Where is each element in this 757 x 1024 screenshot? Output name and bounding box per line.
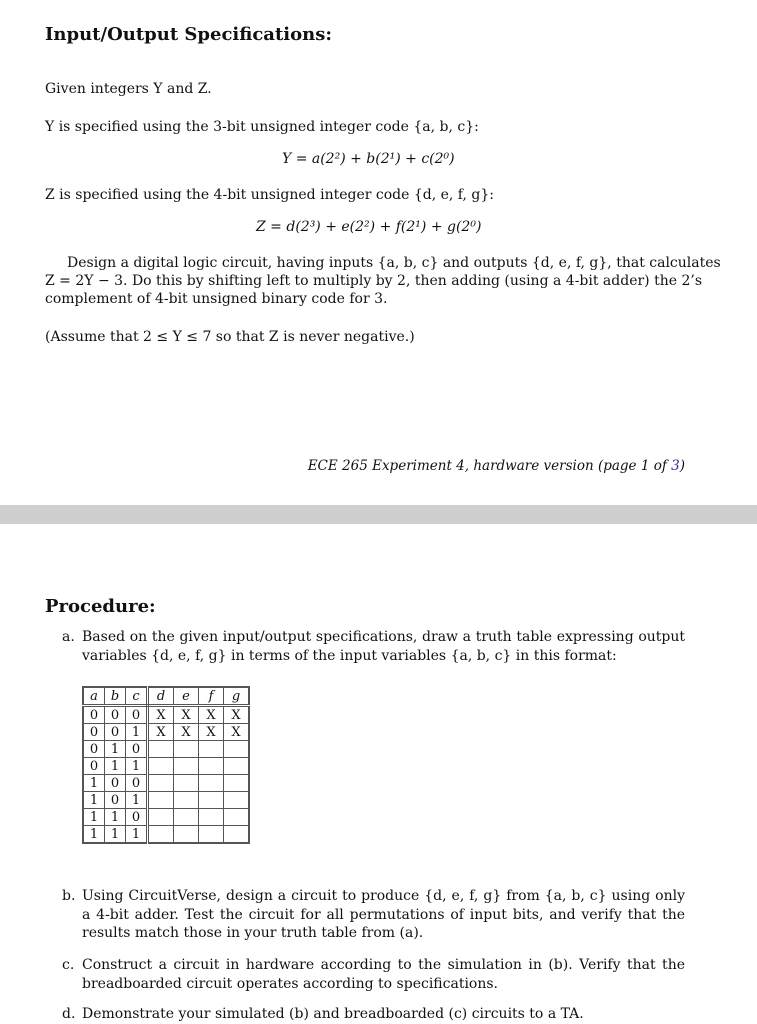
table-cell: 1 xyxy=(126,792,148,809)
table-cell xyxy=(148,775,174,792)
page-2 xyxy=(0,524,757,1024)
table-cell xyxy=(199,741,224,758)
table-cell xyxy=(199,758,224,775)
footer-text: ECE 265 Experiment 4, hardware version (page 1 of xyxy=(307,458,672,474)
table-row xyxy=(83,706,249,724)
y-equation: Y = a(2²) + b(2¹) + c(2⁰) xyxy=(282,151,455,167)
table-cell: 1 xyxy=(126,826,148,844)
page-separator xyxy=(0,505,757,524)
table-cell xyxy=(224,758,250,775)
table-cell: 0 xyxy=(105,706,126,724)
table-cell: X xyxy=(174,706,199,724)
table-cell: 0 xyxy=(126,809,148,826)
step-c-text: Construct a circuit in hardware according to the simulation in (b). Verify that the breadboarded circuit operates according to specifications. xyxy=(82,957,685,992)
table-header-cell: c xyxy=(126,687,148,706)
table-cell xyxy=(174,792,199,809)
section-title: Input/Output Specifications: xyxy=(45,24,332,45)
table-cell: 1 xyxy=(105,809,126,826)
table-cell xyxy=(224,809,250,826)
table-cell: 0 xyxy=(105,724,126,741)
table-cell: 0 xyxy=(83,724,105,741)
table-cell xyxy=(224,775,250,792)
table-cell: X xyxy=(224,706,250,724)
z-spec-text: Z is specified using the 4-bit unsigned integer code {d, e, f, g}: xyxy=(45,187,494,203)
table-cell: 0 xyxy=(126,775,148,792)
table-cell xyxy=(148,758,174,775)
table-cell: X xyxy=(224,724,250,741)
table-cell: 1 xyxy=(105,741,126,758)
table-cell xyxy=(224,826,250,844)
table-header-cell: f xyxy=(199,687,224,706)
step-d-text: Demonstrate your simulated (b) and breadboarded (c) circuits to a TA. xyxy=(82,1006,584,1022)
z-equation: Z = d(2³) + e(2²) + f(2¹) + g(2⁰) xyxy=(256,219,482,235)
truth-table xyxy=(82,686,250,844)
table-cell xyxy=(174,741,199,758)
table-cell xyxy=(174,758,199,775)
table-row xyxy=(83,758,249,775)
table-cell: 0 xyxy=(126,706,148,724)
procedure-title: Procedure: xyxy=(45,596,156,617)
step-b xyxy=(62,887,685,943)
table-row xyxy=(83,775,249,792)
table-cell xyxy=(148,741,174,758)
table-cell: 1 xyxy=(83,775,105,792)
footer-page-count-link[interactable]: 3 xyxy=(671,458,680,474)
table-cell xyxy=(224,741,250,758)
table-cell: 0 xyxy=(83,706,105,724)
table-cell: 1 xyxy=(83,826,105,844)
table-header-row xyxy=(83,687,249,706)
given-text: Given integers Y and Z. xyxy=(45,81,212,97)
table-cell xyxy=(199,792,224,809)
table-cell: X xyxy=(174,724,199,741)
page-footer xyxy=(308,458,685,474)
table-cell xyxy=(174,826,199,844)
table-cell: 1 xyxy=(126,758,148,775)
step-d xyxy=(62,1005,685,1024)
table-cell xyxy=(199,809,224,826)
step-a-label: a. xyxy=(62,629,75,645)
table-cell xyxy=(174,809,199,826)
table-cell: 0 xyxy=(83,758,105,775)
page-1 xyxy=(0,0,757,505)
table-cell: 1 xyxy=(126,724,148,741)
table-header-cell: d xyxy=(148,687,174,706)
table-header-cell: e xyxy=(174,687,199,706)
design-line-3: complement of 4-bit unsigned binary code for 3. xyxy=(45,291,388,307)
step-b-label: b. xyxy=(62,888,76,904)
y-spec-text: Y is specified using the 3-bit unsigned integer code {a, b, c}: xyxy=(45,119,479,135)
table-cell: 0 xyxy=(105,775,126,792)
design-line-2: Z = 2Y − 3. Do this by shifting left to multiply by 2, then adding (using a 4-bit adder) the 2’s xyxy=(45,273,703,289)
table-cell: X xyxy=(199,724,224,741)
table-cell: X xyxy=(148,724,174,741)
table-cell: X xyxy=(148,706,174,724)
table-row xyxy=(83,826,249,844)
step-a xyxy=(62,628,685,665)
assumption-text: (Assume that 2 ≤ Y ≤ 7 so that Z is never negative.) xyxy=(45,329,415,345)
table-cell: X xyxy=(199,706,224,724)
table-row xyxy=(83,724,249,741)
table-header-cell: b xyxy=(105,687,126,706)
table-cell: 1 xyxy=(105,826,126,844)
step-b-text: Using CircuitVerse, design a circuit to produce {d, e, f, g} from {a, b, c} using only a 4-bit adder. Test the circuit for all permutations of input bits, and verify that the results match those in your truth table from (a). xyxy=(82,888,685,941)
table-cell xyxy=(199,826,224,844)
table-cell: 0 xyxy=(105,792,126,809)
footer-close: ) xyxy=(679,458,685,474)
table-cell: 0 xyxy=(126,741,148,758)
step-a-text: Based on the given input/output specifications, draw a truth table expressing output variables {d, e, f, g} in terms of the input variables {a, b, c} in this format: xyxy=(82,629,685,664)
table-row xyxy=(83,741,249,758)
table-cell xyxy=(148,809,174,826)
table-header-cell: g xyxy=(224,687,250,706)
table-cell xyxy=(148,826,174,844)
table-cell: 0 xyxy=(83,741,105,758)
table-header-cell: a xyxy=(83,687,105,706)
step-c xyxy=(62,956,685,993)
table-cell: 1 xyxy=(105,758,126,775)
design-line-1: Design a digital logic circuit, having inputs {a, b, c} and outputs {d, e, f, g}, that calculates xyxy=(67,255,721,271)
table-row xyxy=(83,792,249,809)
table-cell xyxy=(174,775,199,792)
table-cell xyxy=(199,775,224,792)
table-cell xyxy=(224,792,250,809)
step-c-label: c. xyxy=(62,957,75,973)
table-row xyxy=(83,809,249,826)
step-d-label: d. xyxy=(62,1006,76,1022)
table-cell: 1 xyxy=(83,792,105,809)
table-cell: 1 xyxy=(83,809,105,826)
table-cell xyxy=(148,792,174,809)
